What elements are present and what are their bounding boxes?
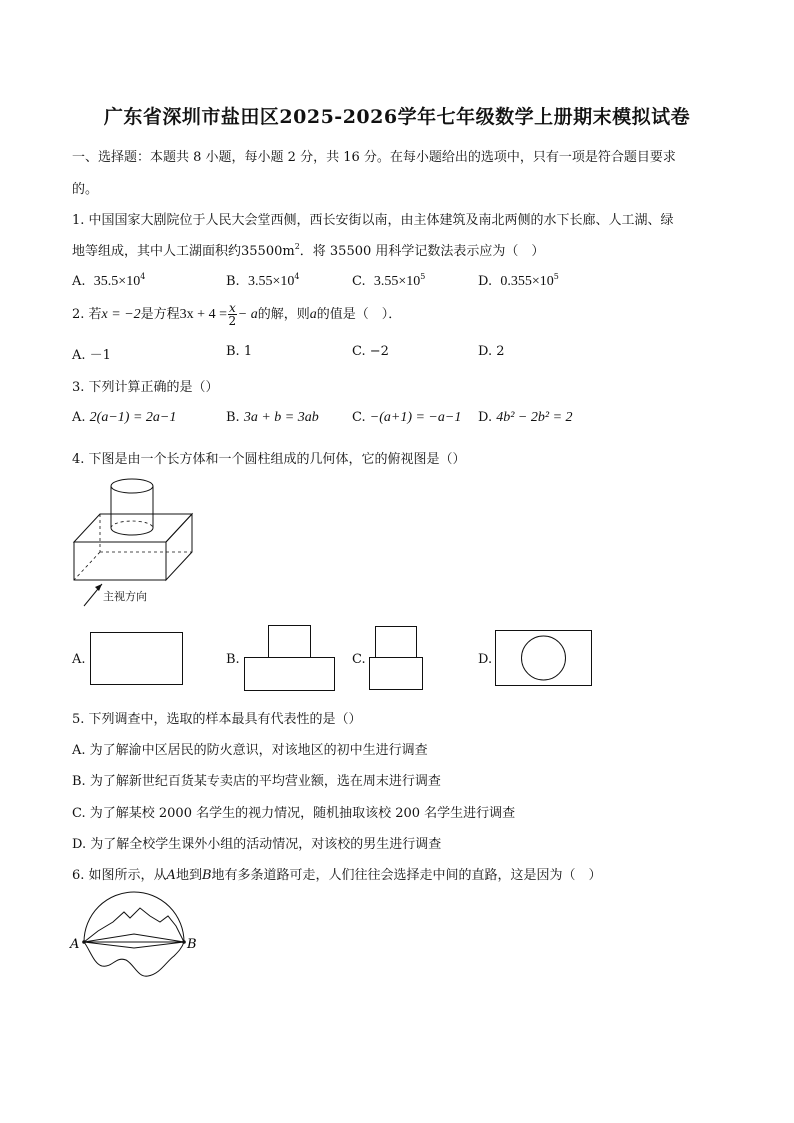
q2-text: 是方程 [140, 307, 180, 322]
option-value: −(a+1) = −a−1 [369, 410, 462, 425]
q5-option-d[interactable]: D. 为了解全校学生课外小组的活动情况，对该校的男生进行调查 [72, 837, 442, 852]
q6-point-b: B [201, 868, 212, 883]
option-label: A. [72, 410, 86, 425]
q2-prefix: 2. 若 [72, 307, 102, 322]
option-label: B. [226, 410, 240, 425]
q2-text: 的解，则 [257, 307, 310, 322]
q4-option-d-label[interactable]: D. [478, 652, 493, 667]
q6-prefix: 6. 如图所示，从 [72, 868, 167, 883]
q2-equation-right: − a [237, 307, 258, 322]
q4-stem: 4. 下图是由一个长方体和一个圆柱组成的几何体，它的俯视图是（） [72, 452, 466, 467]
option-value: －1 [89, 348, 111, 363]
q2-variable: a [309, 307, 317, 322]
q2-option-c[interactable] [352, 344, 389, 359]
q6-figure-label-a: A [70, 937, 80, 952]
q1-stem-text-b: ．将 35500 用科学记数法表示应为（ ） [299, 244, 545, 259]
option-exponent: 5 [420, 272, 426, 281]
q3-option-c[interactable] [352, 410, 461, 426]
option-label: D. [478, 410, 493, 425]
q3-option-a[interactable] [72, 410, 176, 426]
option-exponent: 4 [294, 272, 300, 281]
q4-option-b-figure[interactable] [244, 625, 336, 693]
option-value: 1 [243, 344, 253, 359]
section-header: 一、选择题：本题共 8 小题，每小题 2 分，共 16 分。在每小题给出的选项中，只有一项是符合题目要求 [72, 150, 676, 165]
option-label: C. [352, 274, 366, 289]
q2-option-a[interactable] [72, 344, 111, 363]
q5-stem: 5. 下列调查中，选取的样本最具有代表性的是（） [72, 712, 362, 727]
q3-stem: 3. 下列计算正确的是（） [72, 380, 219, 395]
option-label: D. [478, 274, 493, 289]
q4-option-c-label[interactable]: C. [352, 652, 366, 667]
q5-option-b[interactable]: B. 为了解新世纪百货某专卖店的平均营业额，选在周末进行调查 [72, 774, 441, 789]
q6-figure-label-b: B [187, 937, 197, 952]
q2-option-d[interactable] [478, 344, 505, 359]
q1-option-d[interactable] [478, 272, 559, 290]
option-label: C. [352, 410, 366, 425]
option-label: B. [226, 274, 240, 289]
q1-unit-exponent: 2 [294, 242, 300, 251]
q2-equation-left: 3x + 4 = [179, 307, 227, 322]
q2-fraction: $\frac{x}{2}$ [228, 301, 237, 328]
q3-option-d[interactable] [478, 410, 573, 426]
option-label: A. [72, 274, 86, 289]
section-header-cont: 的。 [72, 182, 99, 197]
q2-option-b[interactable] [226, 344, 252, 359]
q4-option-c-figure[interactable] [369, 626, 425, 692]
option-value: 3a + b = 3ab [243, 410, 319, 425]
option-value: 2(a−1) = 2a−1 [89, 410, 177, 425]
option-exponent: 5 [553, 272, 559, 281]
q4-option-b-label[interactable]: B. [226, 652, 240, 667]
q6-stem [72, 864, 602, 883]
q6-text: 地到 [175, 868, 202, 883]
q6-suffix: 地有多条道路可走，人们往往会选择走中间的直路，这是因为（ ） [211, 868, 602, 883]
option-exponent: 4 [140, 272, 146, 281]
q5-option-c[interactable]: C. 为了解某校 2000 名学生的视力情况，随机抽取该校 200 名学生进行调查 [72, 806, 516, 821]
q3-option-b[interactable] [226, 410, 319, 426]
q1-option-a[interactable] [72, 272, 145, 290]
q2-suffix: 的值是（ ）． [316, 307, 402, 322]
q4-option-a-figure[interactable] [90, 632, 185, 687]
q2-condition: x = −2 [101, 307, 141, 322]
q4-direction-label: 主视方向 [103, 590, 147, 603]
q6-point-a: A [166, 868, 176, 883]
page-title: 广东省深圳市盐田区2025-2026学年七年级数学上册期末模拟试卷 [103, 106, 691, 128]
q4-option-a-label[interactable]: A. [72, 652, 86, 667]
q6-road-figure [68, 886, 208, 996]
option-value: 35.5×10 [93, 274, 141, 289]
option-value: 3.55×10 [373, 274, 421, 289]
q1-stem-text-a: 地等组成，其中人工湖面积约35500m [72, 244, 295, 259]
option-value: 4b² − 2b² = 2 [496, 410, 573, 425]
q1-option-c[interactable] [352, 272, 425, 290]
q1-stem-line1: 1. 中国国家大剧院位于人民大会堂西侧，西长安街以南，由主体建筑及南北两侧的水下长廊、人工湖、绿 [72, 213, 674, 228]
option-value: 2 [496, 344, 505, 359]
q1-option-b[interactable] [226, 272, 299, 290]
option-value: −2 [369, 344, 389, 359]
option-label: A. [72, 348, 86, 363]
option-label: D. [478, 344, 493, 359]
q5-option-a[interactable]: A. 为了解渝中区居民的防火意识，对该地区的初中生进行调查 [72, 743, 428, 758]
q1-stem-line2 [72, 240, 544, 259]
q2-stem [72, 302, 401, 327]
q4-option-d-figure[interactable] [495, 630, 593, 688]
option-label: B. [226, 344, 240, 359]
option-value: 3.55×10 [247, 274, 295, 289]
option-value: 0.355×10 [500, 274, 554, 289]
option-label: C. [352, 344, 366, 359]
